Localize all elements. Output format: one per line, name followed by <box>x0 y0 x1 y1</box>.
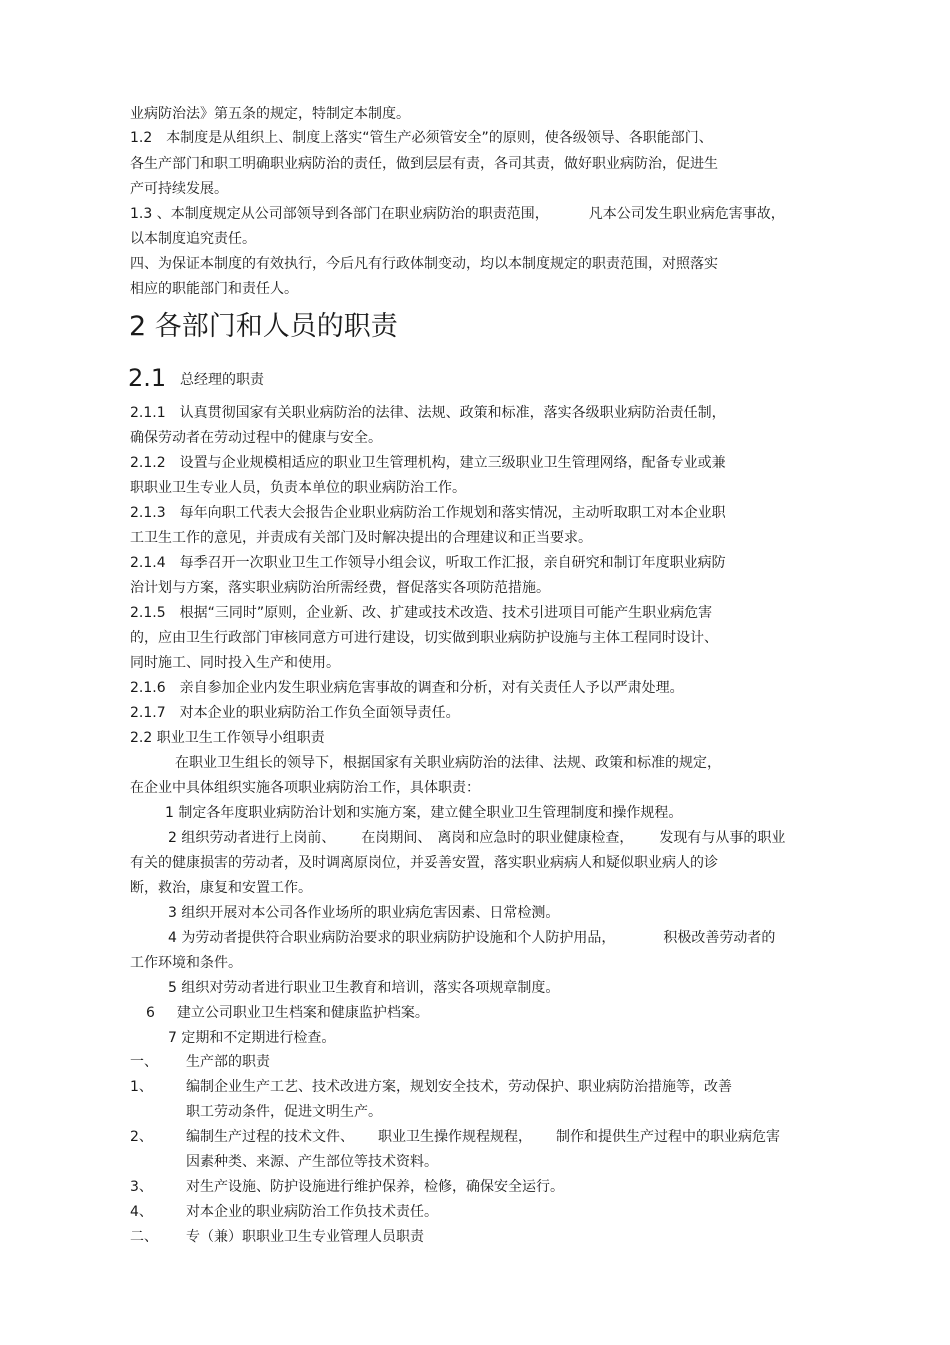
group-item: 5 组织对劳动者进行职业卫生教育和培训，落实各项规章制度。 <box>168 980 560 996</box>
group-item-text: 在岗期间、 <box>361 830 432 846</box>
group-item: 3 组织开展对本公司各作业场所的职业病危害因素、日常检测。 <box>168 905 560 921</box>
clause-line: 职职业卫生专业人员，负责本单位的职业病防治工作。 <box>130 480 466 496</box>
production-item-number: 4、 <box>130 1204 153 1220</box>
clause-line: 2.1.7 对本企业的职业病防治工作负全面领导责任。 <box>130 705 460 721</box>
production-item-text: 职业卫生操作规程规程， <box>378 1129 532 1145</box>
group-line: 在职业卫生组长的领导下，根据国家有关职业病防治的法律、法规、政策和标准的规定， <box>175 755 721 771</box>
group-item-text: 离岗和应急时的职业健康检查， <box>437 830 634 846</box>
intro-line: 四、为保证本制度的有效执行，今后凡有行政体制变动，均以本制度规定的职责范围，对照落实 <box>130 256 718 272</box>
clause-line: 2.1.3 每年向职工代表大会报告企业职业病防治工作规划和落实情况，主动听取职工对本企业职 <box>130 505 726 521</box>
intro-line: 各生产部门和职工明确职业病防治的责任，做到层层有责，各司其责，做好职业病防治，促进生 <box>130 156 718 172</box>
clause-line: 2.1.1 认真贯彻国家有关职业病防治的法律、法规、政策和标准，落实各级职业病防治责任制， <box>130 405 726 421</box>
clause-line: 2.1.6 亲自参加企业内发生职业病危害事故的调查和分析，对有关责任人予以严肃处理。 <box>130 680 684 696</box>
intro-line: 以本制度追究责任。 <box>130 231 256 247</box>
group-line: 有关的健康损害的劳动者，及时调离原岗位，并妥善安置，落实职业病病人和疑似职业病人的诊 <box>130 855 718 871</box>
clause-line: 同时施工、同时投入生产和使用。 <box>130 655 340 671</box>
production-item: 对生产设施、防护设施进行维护保养，检修，确保安全运行。 <box>186 1179 564 1195</box>
group-item-text: 建立公司职业卫生档案和健康监护档案。 <box>176 1005 429 1021</box>
production-item-number: 3、 <box>130 1179 153 1195</box>
group-line: 断，救治，康复和安置工作。 <box>130 880 312 896</box>
group-line: 工作环境和条件。 <box>130 955 242 971</box>
group-item <box>168 929 775 947</box>
group-title: 2.2 职业卫生工作领导小组职责 <box>130 730 325 746</box>
group-item <box>146 1004 429 1022</box>
group-item-text: 发现有与从事的职业 <box>659 830 786 846</box>
intro-line: 1.2 本制度是从组织上、制度上落实“管生产必须管安全”的原则，使各级领导、各职能部门、 <box>130 130 713 146</box>
group-item-number: 6 <box>146 1005 155 1021</box>
intro-text: 凡本公司发生职业病危害事故， <box>588 206 785 222</box>
group-item: 1 制定各年度职业病防治计划和实施方案，建立健全职业卫生管理制度和操作规程。 <box>165 805 683 821</box>
production-item <box>186 1128 780 1146</box>
clause-line: 2.1.5 根据“三同时”原则，企业新、改、扩建或技术改造、技术引进项目可能产生职业病危害 <box>130 605 713 621</box>
clause-line: 2.1.2 设置与企业规模相适应的职业卫生管理机构，建立三级职业卫生管理网络，配备专业或兼 <box>130 455 726 471</box>
intro-line: 产可持续发展。 <box>130 181 228 197</box>
group-item: 7 定期和不定期进行检查。 <box>168 1030 336 1046</box>
staff-heading-title: 专（兼）职职业卫生专业管理人员职责 <box>186 1229 424 1245</box>
production-item-text: 编制生产过程的技术文件、 <box>186 1129 354 1145</box>
clause-line: 工卫生工作的意见，并责成有关部门及时解决提出的合理建议和正当要求。 <box>130 530 592 546</box>
group-item-text: 积极改善劳动者的 <box>663 930 776 946</box>
production-heading-number: 一、 <box>130 1054 158 1070</box>
intro-line: 业病防治法》第五条的规定，特制定本制度。 <box>130 106 410 122</box>
group-item-text: 2 组织劳动者进行上岗前、 <box>168 830 336 846</box>
intro-line: 相应的职能部门和责任人。 <box>130 281 298 297</box>
subsection-number: 2.1 <box>128 364 167 392</box>
clause-line: 的，应由卫生行政部门审核同意方可进行建设，切实做到职业病防护设施与主体工程同时设计、 <box>130 630 718 646</box>
production-item-number: 2、 <box>130 1129 153 1145</box>
production-item: 职工劳动条件，促进文明生产。 <box>186 1104 382 1120</box>
production-item-text: 制作和提供生产过程中的职业病危害 <box>556 1129 780 1145</box>
intro-text: 1.3 、本制度规定从公司部领导到各部门在职业病防治的职责范围， <box>130 206 549 222</box>
production-item-number: 1、 <box>130 1079 153 1095</box>
clause-line: 2.1.4 每季召开一次职业卫生工作领导小组会议，听取工作汇报，亲自研究和制订年度职业病防 <box>130 555 726 571</box>
staff-heading-number: 二、 <box>130 1229 158 1245</box>
production-item: 编制企业生产工艺、技术改进方案，规划安全技术，劳动保护、职业病防治措施等，改善 <box>186 1079 732 1095</box>
clause-line: 治计划与方案，落实职业病防治所需经费，督促落实各项防范措施。 <box>130 580 550 596</box>
subsection-title: 总经理的职责 <box>180 372 264 388</box>
intro-line <box>130 205 785 223</box>
production-item: 因素种类、来源、产生部位等技术资料。 <box>186 1154 438 1170</box>
clause-line: 确保劳动者在劳动过程中的健康与安全。 <box>130 430 382 446</box>
group-item-text: 4 为劳动者提供符合职业病防治要求的职业病防护设施和个人防护用品， <box>168 930 616 946</box>
group-line: 在企业中具体组织实施各项职业病防治工作，具体职责： <box>130 780 480 796</box>
section-heading: 2 各部门和人员的职责 <box>129 311 398 342</box>
production-heading-title: 生产部的职责 <box>186 1054 270 1070</box>
group-item <box>168 829 785 847</box>
production-item: 对本企业的职业病防治工作负技术责任。 <box>186 1204 438 1220</box>
